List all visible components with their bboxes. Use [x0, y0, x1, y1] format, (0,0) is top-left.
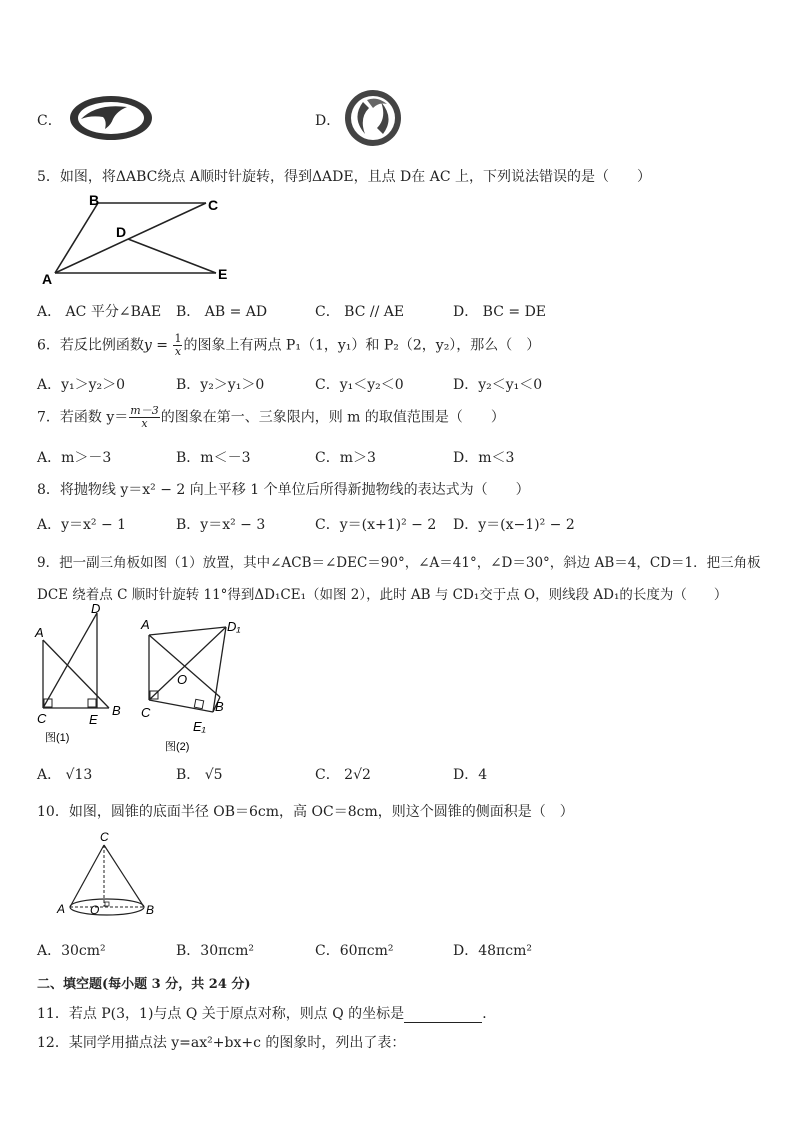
q6-option-d: D．y₂＜y₁＜0 — [453, 377, 543, 393]
q9-fig1-label-b: B — [112, 703, 121, 718]
q7-option-b: B．m＜－3 — [176, 450, 251, 466]
q9-fig1-label-a: A — [35, 625, 44, 640]
q7-stem-post: 的图象在第一、三象限内，则 m 的取值范围是（ ） — [160, 409, 505, 426]
q5-label-d: D — [116, 224, 127, 240]
q8-option-a: A．y＝x² − 1 — [37, 517, 127, 533]
q5-label-a: A — [42, 271, 53, 285]
q6-stem: 6．若反比例函数y = $\frac{1}{x}$ 的图象上有两点 P₁（1，y₁）和 P₂（2，y₂），那么（ ） — [37, 332, 541, 358]
q10-label-c: C — [100, 830, 109, 844]
q7-option-c: C．m＞3 — [315, 450, 376, 466]
q5-stem: 5．如图，将ΔABC绕点 A顺时针旋转，得到ΔADE，且点 D在 AC 上，下列说法错误的是（ ） — [37, 169, 652, 185]
q5-label-e: E — [218, 266, 228, 282]
q8-stem: 8．将抛物线 y＝x² − 2 向上平移 1 个单位后所得新抛物线的表达式为（ ） — [37, 482, 530, 498]
q6-frac-den: x — [174, 345, 182, 358]
q9-fig1-label-d: D — [91, 603, 101, 616]
q5-option-b: B． AB = AD — [176, 304, 268, 320]
q9-fig2-label-o: O — [177, 672, 188, 687]
q11-stem-post: ． — [482, 1006, 497, 1022]
q10-option-d: D．48πcm² — [453, 943, 532, 959]
q7-fraction — [129, 405, 159, 430]
q6-option-a: A．y₁＞y₂＞0 — [37, 377, 126, 393]
q10-label-b: B — [146, 903, 155, 917]
q4-option-c-logo — [67, 93, 155, 143]
q4-option-d-logo — [343, 88, 403, 148]
q9-stem-line2: DCE 绕着点 C 顺时针旋转 11°得到ΔD₁CE₁（如图 2），此时 AB 与 CD₁交于点 O，则线段 AD₁的长度为（ ） — [37, 587, 728, 603]
q9-fig1-label-e: E — [89, 712, 98, 727]
q7-option-d: D．m＜3 — [453, 450, 515, 466]
q10-stem: 10．如图，圆锥的底面半径 OB＝6cm，高 OC＝8cm，则这个圆锥的侧面积是（ ） — [37, 804, 574, 820]
q9-figure-1 — [33, 603, 133, 747]
q9-fig2-label-a: A — [141, 617, 150, 632]
q9-fig2-label-c: C — [141, 705, 151, 720]
q6-stem-pre: 6．若反比例函数 — [37, 337, 144, 354]
q9-fig2-label-e1: E₁ — [193, 719, 206, 734]
q6-fraction — [173, 333, 182, 358]
q7-frac-num: m－3 — [130, 404, 159, 417]
q9-fig2-caption: 图(2) — [165, 741, 190, 753]
q9-figure-2 — [137, 613, 252, 755]
q7-stem — [37, 405, 505, 430]
section-2-heading: 二、填空题(每小题 3 分，共 24 分) — [37, 977, 251, 992]
q9-fig1-caption: 图(1) — [45, 732, 70, 744]
q5-option-c: C． BC // AE — [315, 304, 405, 320]
q9-option-b: B． √5 — [176, 767, 223, 783]
q9-fig1-label-c: C — [37, 711, 47, 726]
q9-fig2-label-b: B — [215, 699, 224, 714]
q5-option-d: D． BC = DE — [453, 304, 547, 320]
q10-option-b: B．30πcm² — [176, 943, 255, 959]
q11-stem-pre: 11．若点 P(3，1)与点 Q 关于原点对称，则点 Q 的坐标是 — [37, 1006, 405, 1022]
q8-option-d: D．y＝(x−1)² − 2 — [453, 517, 575, 533]
q8-option-c: C．y＝(x+1)² − 2 — [315, 517, 437, 533]
q6-stem-post: 的图象上有两点 P₁（1，y₁）和 P₂（2，y₂），那么（ ） — [183, 337, 541, 354]
q4-option-d-label: D． — [315, 113, 341, 129]
q7-stem-pre: 7．若函数 y＝ — [37, 409, 129, 426]
q12-stem: 12．某同学用描点法 y=ax²+bx+c 的图象时，列出了表： — [37, 1035, 406, 1051]
q5-label-b: B — [89, 193, 100, 208]
q11-stem — [37, 1003, 496, 1023]
q9-option-a: A． √13 — [37, 767, 93, 783]
q7-frac-den: x — [141, 417, 148, 430]
q9-fig2-label-d1: D₁ — [227, 619, 241, 634]
q6-option-c: C．y₁＜y₂＜0 — [315, 377, 404, 393]
q10-cone-figure — [52, 827, 162, 922]
q9-stem-line1: 9．把一副三角板如图（1）放置，其中∠ACB＝∠DEC＝90°，∠A＝41°，∠D＝30°，斜边 AB＝4，CD＝1．把三角板 — [37, 555, 761, 571]
q5-option-a: A． AC 平分∠BAE — [37, 304, 162, 320]
q10-label-o: O — [90, 903, 100, 917]
q6-frac-num: 1 — [174, 332, 182, 345]
q6-option-b: B．y₂＞y₁＞0 — [176, 377, 265, 393]
q11-answer-blank[interactable] — [404, 1008, 482, 1023]
q10-option-c: C．60πcm² — [315, 943, 394, 959]
q9-option-d: D．4 — [453, 767, 488, 783]
q4-option-c-label: C． — [37, 113, 62, 129]
q7-option-a: A．m＞－3 — [37, 450, 112, 466]
q10-label-a: A — [57, 902, 66, 916]
q9-option-c: C． 2√2 — [315, 767, 371, 783]
q5-figure — [38, 193, 238, 285]
q6-func-y: y — [143, 337, 152, 354]
q10-option-a: A．30cm² — [37, 943, 106, 959]
q8-option-b: B．y＝x² − 3 — [176, 517, 266, 533]
q5-label-c: C — [208, 197, 219, 213]
